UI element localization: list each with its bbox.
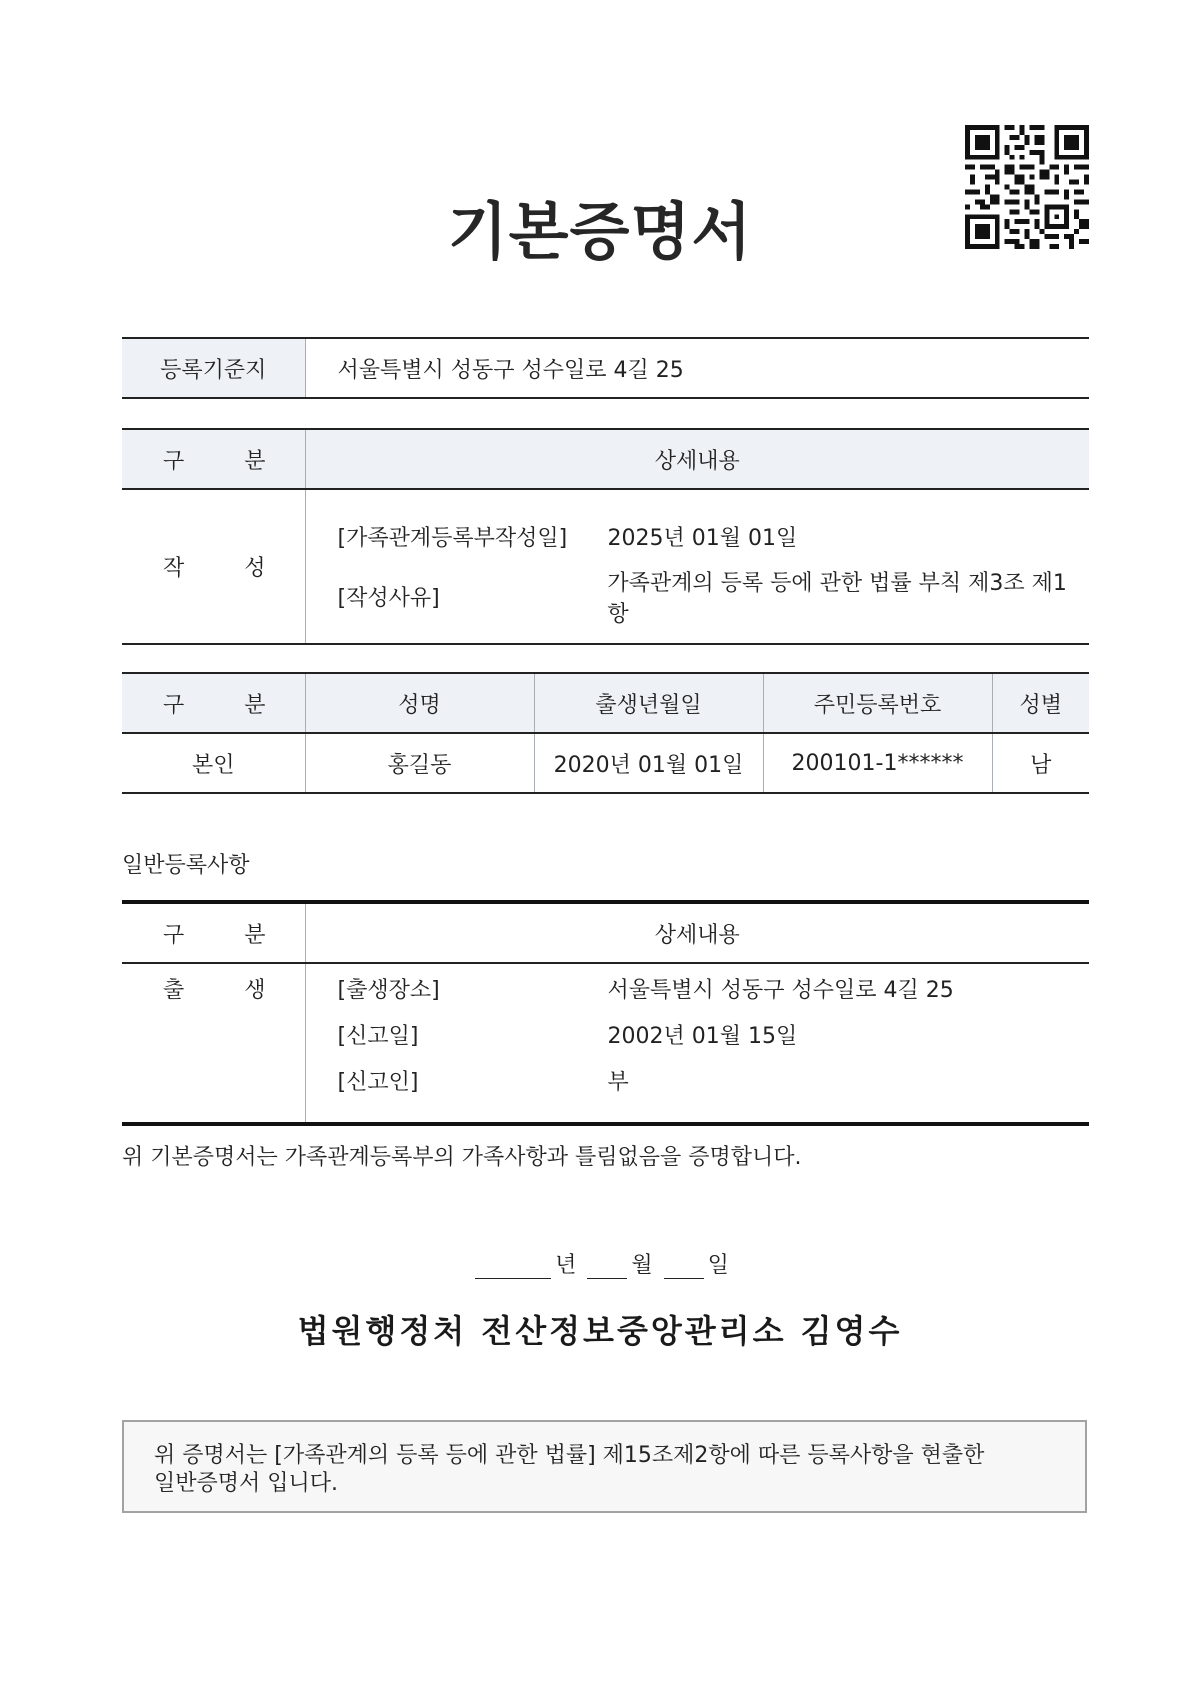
registration-label: 등록기준지: [122, 338, 305, 398]
registration-value: 서울특별시 성동구 성수일로 4길 25: [337, 357, 684, 383]
creation-details: [305, 489, 1089, 644]
day-label: 일: [707, 1253, 729, 1278]
issuer-name: 법원행정처 전산정보중앙관리소 김영수: [297, 1312, 903, 1350]
person-header-row: [122, 673, 1089, 733]
general-item-value: 서울특별시 성동구 성수일로 4길 25: [607, 977, 954, 1003]
general-item: [338, 1057, 1089, 1103]
qr-code: [965, 125, 1089, 249]
year-blank: [475, 1258, 551, 1279]
document-title: 기본증명서: [447, 195, 753, 268]
registration-row: [122, 338, 1089, 398]
person-row: [122, 733, 1089, 793]
creation-table: [122, 428, 1089, 645]
person-header-id: 주민등록번호: [763, 673, 992, 733]
day-blank: [664, 1258, 704, 1279]
creation-row: [122, 489, 1089, 644]
creation-item-value: 2025년 01월 01일: [607, 526, 798, 551]
person-table: [122, 672, 1089, 794]
month-label: 월: [631, 1253, 653, 1278]
person-header-birth: 출생년월일: [534, 673, 763, 733]
general-item-value: 부: [607, 1069, 629, 1095]
general-item-value: 2002년 01월 15일: [607, 1023, 798, 1049]
general-table: [122, 900, 1089, 1126]
general-item: [338, 1011, 1089, 1057]
general-item-key: [신고인]: [337, 1069, 419, 1095]
person-birth: 2020년 01월 01일: [534, 733, 763, 793]
person-gubun: 본인: [122, 733, 305, 793]
creation-header-gubun: 구 분: [122, 429, 305, 489]
creation-item-value: 가족관계의 등록 등에 관한 법률 부칙 제3조 제1항: [607, 570, 1067, 627]
general-header-gubun: 구 분: [122, 902, 305, 963]
certification-statement: 위 기본증명서는 가족관계등록부의 가족사항과 틀림없음을 증명합니다.: [122, 1145, 802, 1170]
creation-item-key: [작성사유]: [337, 586, 440, 611]
person-header-sex: 성별: [992, 673, 1089, 733]
notice-box: [122, 1420, 1087, 1513]
notice-line: 위 증명서는 [가족관계의 등록 등에 관한 법률] 제15조제2항에 따른 등록사항을 현출한: [154, 1443, 985, 1468]
general-row-label: 출 생: [122, 963, 305, 1124]
creation-item: [338, 507, 1089, 567]
creation-row-label: 작 성: [122, 489, 305, 644]
creation-item-key: [가족관계등록부작성일]: [337, 526, 568, 551]
person-sex: 남: [1030, 752, 1052, 778]
person-header-gubun: 구 분: [122, 673, 305, 733]
general-header-detail: 상세내용: [305, 902, 1089, 963]
month-blank: [587, 1258, 627, 1279]
general-item-key: [출생장소]: [337, 977, 440, 1003]
general-details: [305, 963, 1089, 1124]
year-label: 년: [555, 1253, 577, 1278]
notice-line: 일반증명서 입니다.: [154, 1471, 339, 1496]
person-id: 200101-1******: [763, 733, 992, 793]
creation-item: [338, 567, 1089, 627]
general-row: [122, 963, 1089, 1124]
section-label-general: 일반등록사항: [122, 853, 250, 878]
general-item-key: [신고일]: [337, 1023, 419, 1049]
person-header-name: 성명: [305, 673, 534, 733]
creation-header-row: [122, 429, 1089, 489]
creation-header-detail: 상세내용: [305, 429, 1089, 489]
general-item: [338, 965, 1089, 1011]
issue-date-line: [0, 1248, 1200, 1279]
registration-table: [122, 337, 1089, 399]
person-name: 홍길동: [305, 733, 534, 793]
general-header-row: [122, 902, 1089, 963]
